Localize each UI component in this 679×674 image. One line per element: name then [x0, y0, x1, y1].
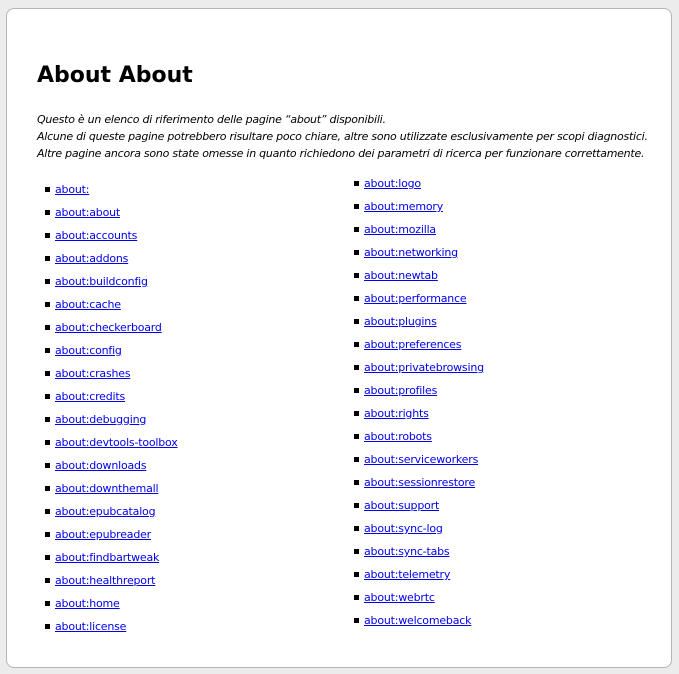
about-link[interactable]: about:serviceworkers	[364, 453, 479, 466]
list-item	[45, 523, 178, 546]
about-link[interactable]: about:checkerboard	[55, 321, 162, 334]
list-item	[354, 264, 484, 287]
page-description	[37, 111, 657, 162]
list-item	[354, 609, 484, 632]
about-link[interactable]: about:preferences	[364, 338, 462, 351]
list-item	[354, 586, 484, 609]
description-line-2: Alcune di queste pagine potrebbero risultare poco chiare, altre sono utilizzate esclusivamente per scopi diagnostici.	[37, 130, 648, 143]
about-link[interactable]: about:networking	[364, 246, 458, 259]
description-line-1: Questo è un elenco di riferimento delle pagine “about” disponibili.	[37, 113, 386, 126]
about-link[interactable]: about:rights	[364, 407, 429, 420]
about-link[interactable]: about:about	[55, 206, 120, 219]
about-link[interactable]: about:telemetry	[364, 568, 451, 581]
list-item	[354, 517, 484, 540]
list-item	[354, 471, 484, 494]
about-links-list-left	[45, 178, 178, 638]
about-link[interactable]: about:addons	[55, 252, 129, 265]
about-link[interactable]: about:profiles	[364, 384, 438, 397]
about-link[interactable]: about:logo	[364, 177, 421, 190]
list-item	[354, 287, 484, 310]
about-link[interactable]: about:sessionrestore	[364, 476, 476, 489]
about-link[interactable]: about:memory	[364, 200, 444, 213]
about-link[interactable]: about:privatebrowsing	[364, 361, 484, 374]
list-item	[45, 201, 178, 224]
about-link[interactable]: about:newtab	[364, 269, 438, 282]
list-item	[45, 408, 178, 431]
about-page-container	[6, 8, 672, 668]
about-link[interactable]: about:sync-log	[364, 522, 443, 535]
list-item	[354, 379, 484, 402]
about-link[interactable]: about:webrtc	[364, 591, 435, 604]
list-item	[45, 270, 178, 293]
list-item	[45, 500, 178, 523]
about-link[interactable]: about:devtools-toolbox	[55, 436, 178, 449]
list-item	[45, 247, 178, 270]
list-item	[45, 339, 178, 362]
list-item	[354, 172, 484, 195]
list-item	[45, 293, 178, 316]
list-item	[354, 195, 484, 218]
list-item	[354, 448, 484, 471]
list-item	[354, 218, 484, 241]
list-item	[354, 241, 484, 264]
list-item	[45, 224, 178, 247]
about-link[interactable]: about:license	[55, 620, 127, 633]
list-item	[354, 356, 484, 379]
about-link[interactable]: about:support	[364, 499, 440, 512]
list-item	[354, 494, 484, 517]
about-link[interactable]: about:buildconfig	[55, 275, 148, 288]
about-link[interactable]: about:findbartweak	[55, 551, 160, 564]
about-link[interactable]: about:downthemall	[55, 482, 159, 495]
list-item	[45, 569, 178, 592]
page-title: About About	[37, 63, 193, 88]
list-item	[45, 316, 178, 339]
about-link[interactable]: about:cache	[55, 298, 121, 311]
list-item	[45, 477, 178, 500]
about-link[interactable]: about:plugins	[364, 315, 437, 328]
list-item	[354, 333, 484, 356]
about-link[interactable]: about:config	[55, 344, 122, 357]
about-link[interactable]: about:epubcatalog	[55, 505, 156, 518]
list-item	[45, 431, 178, 454]
list-item	[354, 310, 484, 333]
list-item	[45, 615, 178, 638]
about-link[interactable]: about:sync-tabs	[364, 545, 450, 558]
about-link[interactable]: about:downloads	[55, 459, 147, 472]
list-item	[354, 425, 484, 448]
description-line-3: Altre pagine ancora sono state omesse in quanto richiedono dei parametri di ricerca per funzionare correttamente.	[37, 147, 645, 160]
list-item	[354, 540, 484, 563]
list-item	[354, 402, 484, 425]
about-link[interactable]: about:performance	[364, 292, 467, 305]
about-link[interactable]: about:epubreader	[55, 528, 152, 541]
list-item	[45, 362, 178, 385]
list-item	[45, 385, 178, 408]
list-item	[45, 454, 178, 477]
about-link[interactable]: about:accounts	[55, 229, 138, 242]
about-link[interactable]: about:healthreport	[55, 574, 156, 587]
about-link[interactable]: about:crashes	[55, 367, 131, 380]
about-link[interactable]: about:home	[55, 597, 120, 610]
about-links-list-right	[354, 172, 484, 632]
list-item	[45, 592, 178, 615]
about-link[interactable]: about:mozilla	[364, 223, 436, 236]
about-link[interactable]: about:debugging	[55, 413, 147, 426]
about-link[interactable]: about:robots	[364, 430, 432, 443]
list-item	[354, 563, 484, 586]
about-link[interactable]: about:welcomeback	[364, 614, 472, 627]
list-item	[45, 178, 178, 201]
about-link[interactable]: about:	[55, 183, 90, 196]
list-item	[45, 546, 178, 569]
about-link[interactable]: about:credits	[55, 390, 126, 403]
